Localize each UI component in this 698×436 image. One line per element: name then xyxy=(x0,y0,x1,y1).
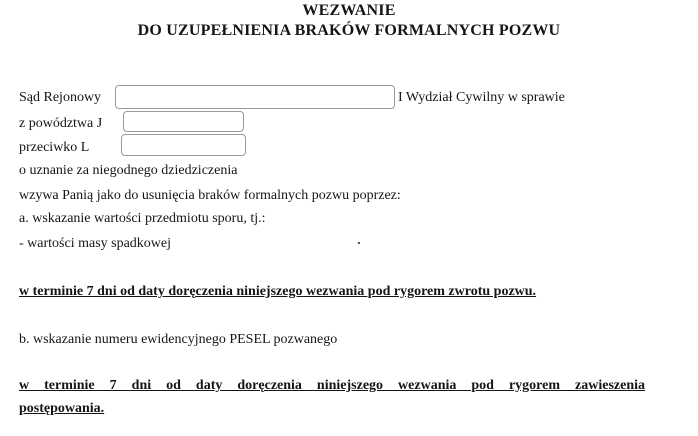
item-a-detail: - wartości masy spadkowej xyxy=(19,236,172,251)
request-text: wzywa Panią jako do usunięcia braków formalnych pozwu poprzez: xyxy=(19,188,401,203)
court-division: I Wydział Cywilny w sprawie xyxy=(398,90,565,105)
scan-speck xyxy=(358,242,360,244)
plaintiff-prefix: z powództwa J xyxy=(19,116,103,131)
defendant-prefix: przeciwko L xyxy=(19,140,90,155)
deadline-b-line1: w terminie 7 dni od daty doręczenia niniejszego wezwania pod rygorem zawieszenia xyxy=(19,378,645,393)
item-b: b. wskazanie numeru ewidencyjnego PESEL pozwanego xyxy=(19,332,338,347)
case-subject: o uznanie za niegodnego dziedziczenia xyxy=(19,163,238,178)
redacted-court-name xyxy=(115,85,395,109)
court-prefix: Sąd Rejonowy xyxy=(19,90,102,105)
deadline-a: w terminie 7 dni od daty doręczenia niniejszego wezwania pod rygorem zwrotu pozwu. xyxy=(19,284,537,299)
item-a: a. wskazanie wartości przedmiotu sporu, tj.: xyxy=(19,211,266,226)
redacted-defendant-name xyxy=(121,134,246,156)
redacted-plaintiff-name xyxy=(123,111,244,132)
document-subtitle: DO UZUPEŁNIENIA BRAKÓW FORMALNYCH POZWU xyxy=(137,22,561,39)
document-title: WEZWANIE xyxy=(302,2,396,19)
deadline-b-line2: postępowania. xyxy=(19,401,105,416)
